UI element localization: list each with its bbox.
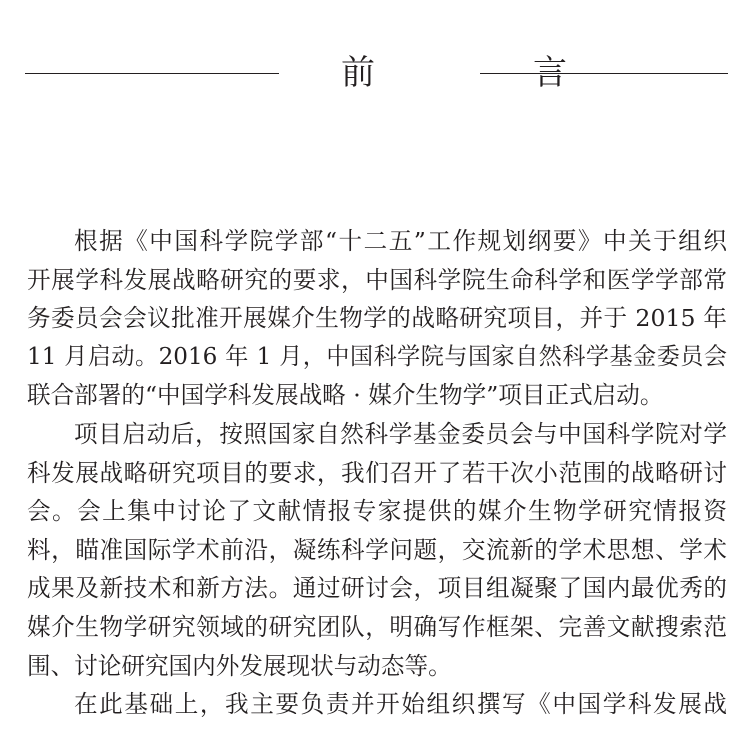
paragraph-2-line-7: 围、讨论研究国内外发展现状与动态等。 bbox=[27, 651, 452, 680]
paragraph-3-line-1: 在此基础上，我主要负责并开始组织撰写《中国学科发展战 bbox=[74, 690, 727, 719]
paragraph-2-line-1: 项目启动后，按照国家自然科学基金委员会与中国科学院对学 bbox=[74, 419, 727, 448]
page-title: 前 言 bbox=[341, 53, 629, 93]
paragraph-1-line-3: 务委员会会议批准开展媒介生物学的战略研究项目，并于 2015 年 bbox=[27, 304, 727, 333]
paragraph-2-line-6: 媒介生物学研究领域的研究团队，明确写作框架、完善文献搜索范 bbox=[27, 612, 727, 641]
paragraph-2-line-5: 成果及新技术和新方法。通过研讨会，项目组凝聚了国内最优秀的 bbox=[27, 574, 727, 603]
paragraph-1-line-5: 联合部署的“中国学科发展战略 · 媒介生物学”项目正式启动。 bbox=[27, 381, 664, 410]
paragraph-2-line-2: 科发展战略研究项目的要求，我们召开了若干次小范围的战略研讨 bbox=[27, 458, 727, 487]
paragraph-2-line-3: 会。会上集中讨论了文献情报专家提供的媒介生物学研究情报资 bbox=[27, 497, 727, 526]
paragraph-1-line-2: 开展学科发展战略研究的要求，中国科学院生命科学和医学学部常 bbox=[27, 265, 727, 294]
page-header bbox=[25, 48, 728, 98]
paragraph-1-line-4: 11 月启动。2016 年 1 月，中国科学院与国家自然科学基金委员会 bbox=[27, 343, 727, 370]
paragraph-1-line-1: 根据《中国科学院学部“十二五”工作规划纲要》中关于组织 bbox=[74, 227, 727, 255]
paragraph-2-line-4: 料，瞄准国际学术前沿，凝练科学问题，交流新的学术思想、学术 bbox=[27, 535, 727, 564]
title-rule-right bbox=[480, 73, 728, 74]
preface-body bbox=[27, 222, 727, 724]
title-rule-left bbox=[25, 73, 279, 74]
